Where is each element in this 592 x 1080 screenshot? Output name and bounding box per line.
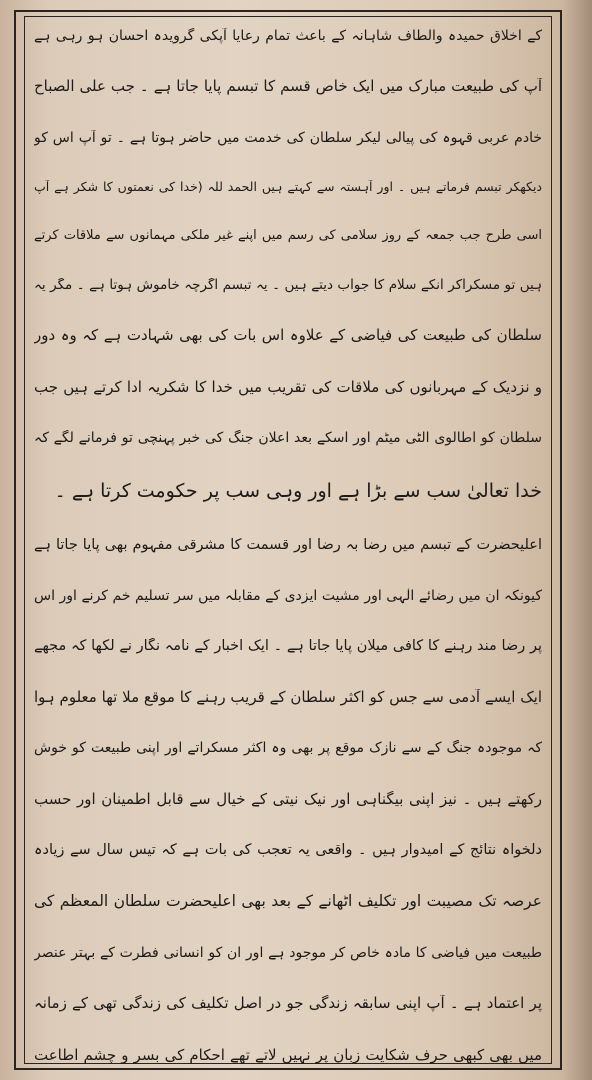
text-line: کیونکہ ان میں رضائے الٰہی اور مشیت ایزدی کے مقابلہ میں سر تسلیم خم کرنے اور اس (34, 587, 542, 604)
text-line: دلخواہ نتائج کے امیدوار ہیں ۔ واقعی یہ تعجب کی بات ہے کہ تیس سال سے زیادہ (34, 841, 542, 858)
text-line: ہیں تو مسکراکر انکے سلام کا جواب دیتے ہیں ۔ یہ تبسم اگرچہ خاموش ہوتا ہے ۔ مگر یہ (34, 277, 542, 293)
urdu-text-body (34, 28, 542, 1064)
text-line: کہ موجودہ جنگ کے سے نازک موقع پر بھی وہ اکثر مسکراتے اور اپنی طبیعت کو خوش (34, 740, 542, 757)
text-line: طبیعت میں فیاضی کا مادہ خاص کر موجود ہے اور ان کو انسانی فطرت کے بہتر عنصر (34, 944, 542, 961)
text-line: سلطان کو اطالوی الٹی میٹم اور اسکے بعد اعلان جنگ کی خبر پہنچی تو فرمانے لگے کہ (34, 430, 542, 447)
text-line: پر رضا مند رہنے کا کافی میلان پایا جاتا ہے ۔ ایک اخبار کے نامہ نگار نے لکھا کہ مجھے (34, 637, 542, 654)
text-line: دیکھکر تبسم فرماتے ہیں ۔ اور آہستہ سے کہتے ہیں الحمد للہ (خدا کی نعمتوں کا شکر ہے آپ (34, 180, 542, 195)
page-edge-shadow (562, 0, 592, 1080)
text-line: آپ کی طبیعت مبارک میں ایک خاص قسم کا تبسم پایا جاتا ہے ۔ جب علی الصباح (34, 78, 542, 96)
text-line-paragraph-end: خدا تعالیٰ سب سے بڑا ہے اور وہی سب پر حکومت کرتا ہے ۔ (54, 480, 542, 502)
text-line: و نزدیک کے مہربانوں کی ملاقات کی تقریب میں خدا کا شکریہ ادا کرتے ہیں جب (34, 378, 542, 396)
text-line: کے اخلاق حمیدہ والطاف شاہانہ کے باعث تمام رعایا آپکی گرویدہ احسان ہو رہی ہے (34, 28, 542, 44)
text-line: خادم عربی قہوہ کی پیالی لیکر سلطان کی خدمت میں حاضر ہوتا ہے ۔ تو آپ اس کو (34, 129, 542, 146)
text-line-paragraph-start: اعلیحضرت کے تبسم میں رضا بہ رضا اور قسمت کا مشرقی مفہوم بھی پایا جاتا ہے (34, 536, 542, 553)
text-line: اسی طرح جب جمعہ کے روز سلامی کی رسم میں اپنے غیر ملکی مہمانوں سے ملاقات کرتے (34, 228, 542, 243)
text-line: سلطان کی طبیعت کی فیاضی کے علاوہ اس بات کی بھی شہادت ہے کہ وہ دور (34, 327, 542, 345)
text-line: عرصہ تک مصیبت اور تکلیف اٹھانے کے بعد بھی اعلیحضرت سلطان المعظم کی (34, 892, 542, 910)
text-line: رکھتے ہیں ۔ نیز اپنی بیگناہی اور نیک نیتی کے خیال سے قابل اطمینان اور حسب (34, 790, 542, 808)
text-line: ایک ایسے آدمی سے جس کو اکثر سلطان کے قریب رہنے کا موقع ملا تھا معلوم ہوا (34, 688, 542, 706)
text-line: پر اعتماد ہے ۔ آپ اپنی سابقہ زندگی جو در اصل تکلیف کی زندگی تھی کے زمانہ (34, 995, 542, 1013)
text-line: میں بھی کبھی حرف شکایت زبان پر نہیں لاتے تھے احکام کی بسر و چشم اطاعت (34, 1046, 542, 1064)
